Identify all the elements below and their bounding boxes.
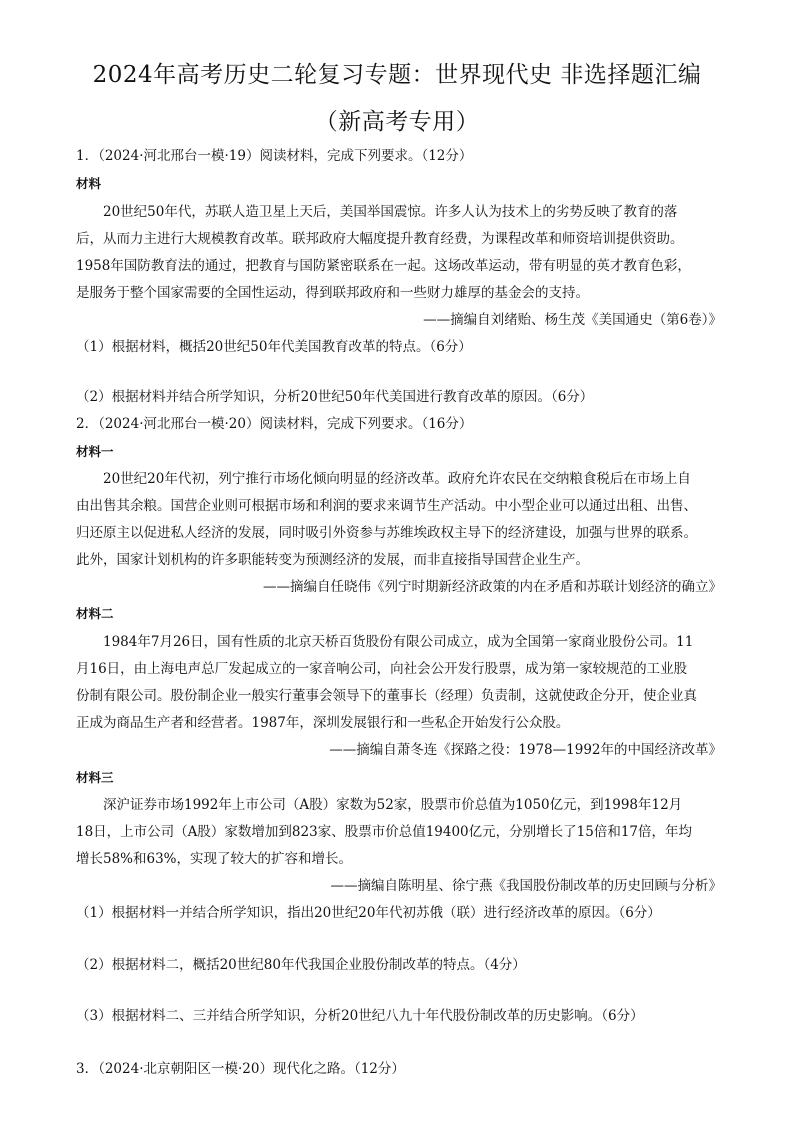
paragraph-line: 增长58%和63%，实现了较大的扩容和增长。: [76, 851, 353, 867]
paragraph-line: 正成为商品生产者和经营者。1987年，深圳发展银行和一些私企开始发行公众股。: [76, 715, 570, 731]
page-title: 2024年高考历史二轮复习专题：世界现代史 非选择题汇编: [92, 62, 702, 88]
sub-question: （2）根据材料并结合所学知识，分析20世纪50年代美国进行教育改革的原因。（6分）: [76, 389, 594, 405]
question-3-heading: 3．（2024·北京朝阳区一模·20）现代化之路。（12分）: [76, 1061, 405, 1077]
source-citation: ——摘编自任晓伟《列宁时期新经济政策的内在矛盾和苏联计划经济的确立》: [263, 579, 722, 595]
paragraph-line: 此外，国家计划机构的许多职能转变为预测经济的发展，而非直接指导国营企业生产。: [76, 552, 589, 568]
page-subtitle: （新高考专用）: [314, 109, 480, 135]
source-citation: ——摘编自刘绪贻、杨生茂《美国通史（第6卷）》: [423, 312, 722, 328]
material-label: 材料一: [76, 444, 114, 459]
sub-question: （3）根据材料二、三并结合所学知识，分析20世纪八九十年代股份制改革的历史影响。（6分）: [76, 1008, 644, 1024]
material-label: 材料二: [76, 606, 114, 621]
paragraph-line: 是服务于整个国家需要的全国性运动，得到联邦政府和一些财力雄厚的基金会的支持。: [76, 285, 589, 301]
source-citation: ——摘编自陈明星、徐宁燕《我国股份制改革的历史回顾与分析》: [330, 878, 722, 894]
paragraph-line: 1984年7月26日，国有性质的北京天桥百货股份有限公司成立，成为全国第一家商业股份公司。11: [103, 634, 694, 650]
paragraph-line: 20世纪50年代，苏联人造卫星上天后，美国举国震惊。许多人认为技术上的劣势反映了教育的落: [103, 204, 678, 220]
sub-question: （1）根据材料，概括20世纪50年代美国教育改革的特点。（6分）: [76, 339, 472, 355]
paragraph-line: 份制有限公司。股份制企业一般实行董事会领导下的董事长（经理）负责制，这就使政企分开，使企业真: [76, 688, 697, 704]
source-citation: ——摘编自萧冬连《探路之役：1978—1992年的中国经济改革》: [329, 742, 722, 758]
material-label: 材料三: [76, 770, 114, 785]
question-1-heading: 1．（2024·河北邢台一模·19）阅读材料，完成下列要求。（12分）: [76, 148, 473, 164]
paragraph-line: 1958年国防教育法的通过，把教育与国防紧密联系在一起。这场改革运动，带有明显的英才教育色彩，: [76, 258, 691, 274]
paragraph-line: 归还原主以促进私人经济的发展，同时吸引外资参与苏维埃政权主导下的经济建设，加强与世界的联系。: [76, 525, 697, 541]
paragraph-line: 月16日，由上海电声总厂发起成立的一家音响公司，向社会公开发行股票，成为第一家较规范的工业股: [76, 661, 688, 677]
paragraph-line: 由出售其余粮。国营企业则可根据市场和利润的要求来调节生产活动。中小型企业可以通过出租、出售、: [76, 498, 697, 514]
sub-question: （1）根据材料一并结合所学知识，指出20世纪20年代初苏俄（联）进行经济改革的原因。（6分）: [76, 905, 661, 921]
question-2-heading: 2．（2024·河北邢台一模·20）阅读材料，完成下列要求。（16分）: [76, 416, 473, 432]
paragraph-line: 20世纪20年代初，列宁推行市场化倾向明显的经济改革。政府允许农民在交纳粮食税后在市场上自: [103, 471, 691, 487]
sub-question: （2）根据材料二，概括20世纪80年代我国企业股份制改革的特点。（4分）: [76, 957, 526, 973]
paragraph-line: 18日，上市公司（A股）家数增加到823家、股票市价总值19400亿元，分别增长了15倍和17倍，年均: [76, 824, 692, 840]
material-label: 材料: [76, 176, 102, 191]
paragraph-line: 后，从而力主进行大规模教育改革。联邦政府大幅度提升教育经费，为课程改革和师资培训提供资助。: [76, 231, 684, 247]
paragraph-line: 深沪证券市场1992年上市公司（A股）家数为52家，股票市价总值为1050亿元，到1998年12月: [103, 797, 683, 813]
